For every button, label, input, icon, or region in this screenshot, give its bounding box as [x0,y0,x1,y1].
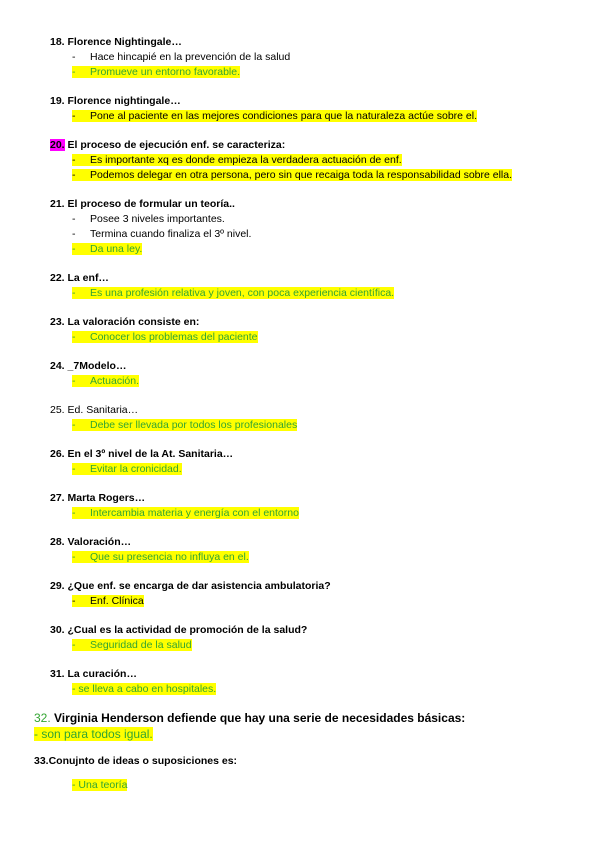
question-22: 22. La enf… [50,272,109,284]
question-20-number: 20. [50,139,65,151]
question-32: 32. Virginia Henderson defiende que hay una serie de necesidades básicas: [34,711,466,725]
answer-22-1: - Es una profesión relativa y joven, con poca experiencia científica. [72,287,395,299]
question-31: 31. La curación… [50,668,137,680]
answer-33-1: - Una teoría [72,779,128,791]
answer-27-1: - Intercambia materia y energía con el entorno [72,507,299,519]
answer-21-2: - Termina cuando finaliza el 3º nivel. [72,228,252,240]
question-29: 29. ¿Que enf. se encarga de dar asistencia ambulatoria? [50,580,331,592]
question-28: 28. Valoración… [50,536,132,548]
answer-30-1: - Seguridad de la salud [72,639,192,651]
answer-26-1: - Evitar la cronicidad. [72,463,182,475]
question-25: 25. Ed. Sanitaria… [50,404,139,416]
question-19: 19. Florence nightingale… [50,95,181,107]
question-30: 30. ¿Cual es la actividad de promoción de la salud? [50,624,308,636]
question-21: 21. El proceso de formular un teoría.. [50,198,235,210]
answer-23-1: - Conocer los problemas del paciente [72,331,258,343]
answer-18-2: - Promueve un entorno favorable. [72,66,241,78]
answer-18-1: - Hace hincapié en la prevención de la salud [72,51,291,63]
question-18: 18. Florence Nightingale… [50,36,182,48]
answer-19-1: - Pone al paciente en las mejores condiciones para que la naturaleza actúe sobre el. [72,110,477,122]
question-32-number: 32. [34,711,51,725]
answer-21-3: - Da una ley. [72,243,143,255]
question-24: 24. _7Modelo… [50,360,127,372]
answer-21-1: - Posee 3 niveles importantes. [72,213,225,225]
answer-20-2: - Podemos delegar en otra persona, pero sin que recaiga toda la responsabilidad sobre ella. [72,169,513,181]
question-23: 23. La valoración consiste en: [50,316,200,328]
answer-29-1: - Enf. Clínica [72,595,144,607]
answer-28-1: - Que su presencia no influya en el. [72,551,249,563]
answer-32-1: - son para todos igual. [34,727,153,741]
answer-20-1: - Es importante xq es donde empieza la verdadera actuación de enf. [72,154,402,166]
question-27: 27. Marta Rogers… [50,492,146,504]
answer-25-1: - Debe ser llevada por todos los profesionales [72,419,298,431]
answer-31-1: - se lleva a cabo en hospitales. [72,683,217,695]
question-33: 33.Conujnto de ideas o suposiciones es: [34,755,238,767]
question-26: 26. En el 3º nivel de la At. Sanitaria… [50,448,234,460]
question-20: 20. El proceso de ejecución enf. se caracteriza: [50,139,286,151]
answer-24-1: - Actuación. [72,375,140,387]
